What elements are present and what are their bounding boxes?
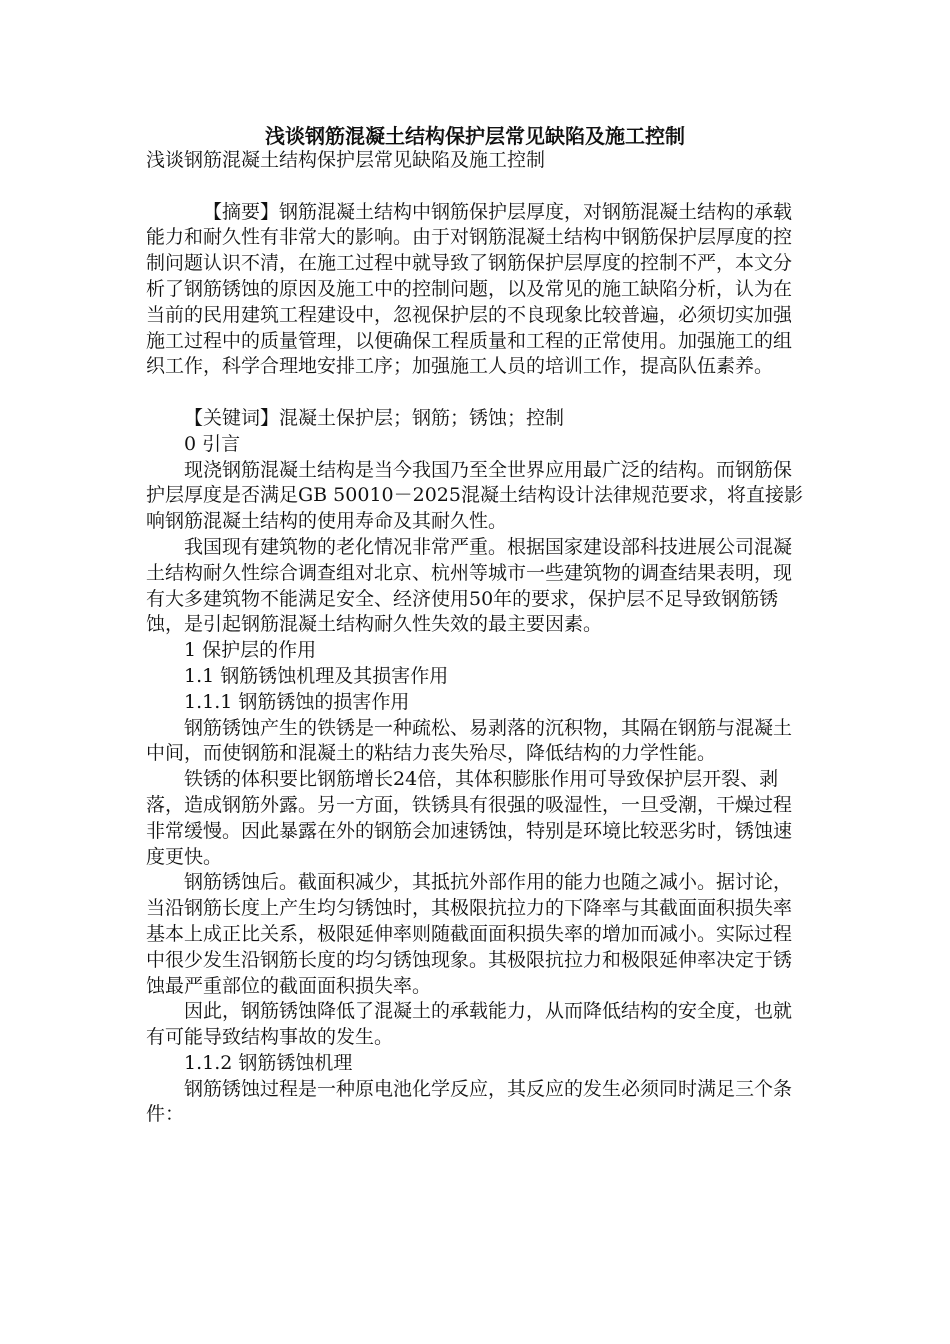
section-heading-0: 0 引言 — [184, 432, 241, 455]
document-subtitle: 浅谈钢筋混凝土结构保护层常见缺陷及施工控制 — [146, 149, 546, 171]
section-heading-1: 1 保护层的作用 — [184, 639, 317, 662]
abstract-paragraph: 【摘要】钢筋混凝土结构中钢筋保护层厚度，对钢筋混凝土结构的承载能力和耐久性有非常大的影响。由于对钢筋混凝土结构中钢筋保护层厚度的控制问题认识不清，在施工过程中就导致了钢筋保护层厚度的控制不严，本文分析了钢筋锈蚀的原因及施工中的控制问题，以及常见的施工缺陷分析，认为在当前的民用建筑工程建设中，忽视保护层的不良现象比较普遍，必须切实加强施工过程中的质量管理，以便确保工程质量和工程的正常使用。加强施工的组织工作，科学合理地安排工序；加强施工人员的培训工作，提高队伍素养。 — [146, 200, 793, 378]
body-paragraph: 我国现有建筑物的老化情况非常严重。根据国家建设部科技进展公司混凝土结构耐久性综合调查组对北京、杭州等城市一些建筑物的调查结果表明，现有大多建筑物不能满足安全、经济使用50年的要求，保护层不足导致钢筋锈蚀，是引起钢筋混凝土结构耐久性失效的最主要因素。 — [146, 535, 793, 636]
keywords-paragraph: 【关键词】混凝土保护层；钢筋；锈蚀；控制 — [184, 406, 565, 429]
body-paragraph: 钢筋锈蚀后。截面积减少，其抵抗外部作用的能力也随之减小。据讨论，当沿钢筋长度上产生均匀锈蚀时，其极限抗拉力的下降率与其截面面积损失率基本上成正比关系，极限延伸率则随截面面积损失率的增加而减小。实际过程中很少发生沿钢筋长度的均匀锈蚀现象。其极限抗拉力和极限延伸率决定于锈蚀最严重部位的截面面积损失率。 — [146, 871, 793, 997]
section-heading-1-1-1: 1.1.1 钢筋锈蚀的损害作用 — [184, 690, 410, 713]
section-heading-1-1-2: 1.1.2 钢筋锈蚀机理 — [184, 1051, 353, 1074]
body-paragraph: 铁锈的体积要比钢筋增长24倍，其体积膨胀作用可导致保护层开裂、剥落，造成钢筋外露。另一方面，铁锈具有很强的吸湿性，一旦受潮，干燥过程非常缓慢。因此暴露在外的钢筋会加速锈蚀，特别是环境比较恶劣时，锈蚀速度更快。 — [146, 768, 793, 868]
body-paragraph: 因此，钢筋锈蚀降低了混凝土的承载能力，从而降低结构的安全度，也就有可能导致结构事故的发生。 — [146, 1000, 793, 1049]
body-paragraph: 现浇钢筋混凝土结构是当今我国乃至全世界应用最广泛的结构。而钢筋保护层厚度是否满足GB 50010－2025混凝土结构设计法律规范要求，将直接影响钢筋混凝土结构的使用寿命及其耐久性。 — [146, 458, 803, 533]
body-paragraph: 钢筋锈蚀过程是一种原电池化学反应，其反应的发生必须同时满足三个条件： — [146, 1077, 793, 1126]
document-body — [146, 148, 808, 1128]
document-title: 浅谈钢筋混凝土结构保护层常见缺陷及施工控制 — [265, 124, 685, 148]
body-paragraph: 钢筋锈蚀产生的铁锈是一种疏松、易剥落的沉积物，其隔在钢筋与混凝土中间，而使钢筋和混凝土的粘结力丧失殆尽，降低结构的力学性能。 — [146, 716, 793, 765]
section-heading-1-1: 1.1 钢筋锈蚀机理及其损害作用 — [184, 664, 449, 687]
